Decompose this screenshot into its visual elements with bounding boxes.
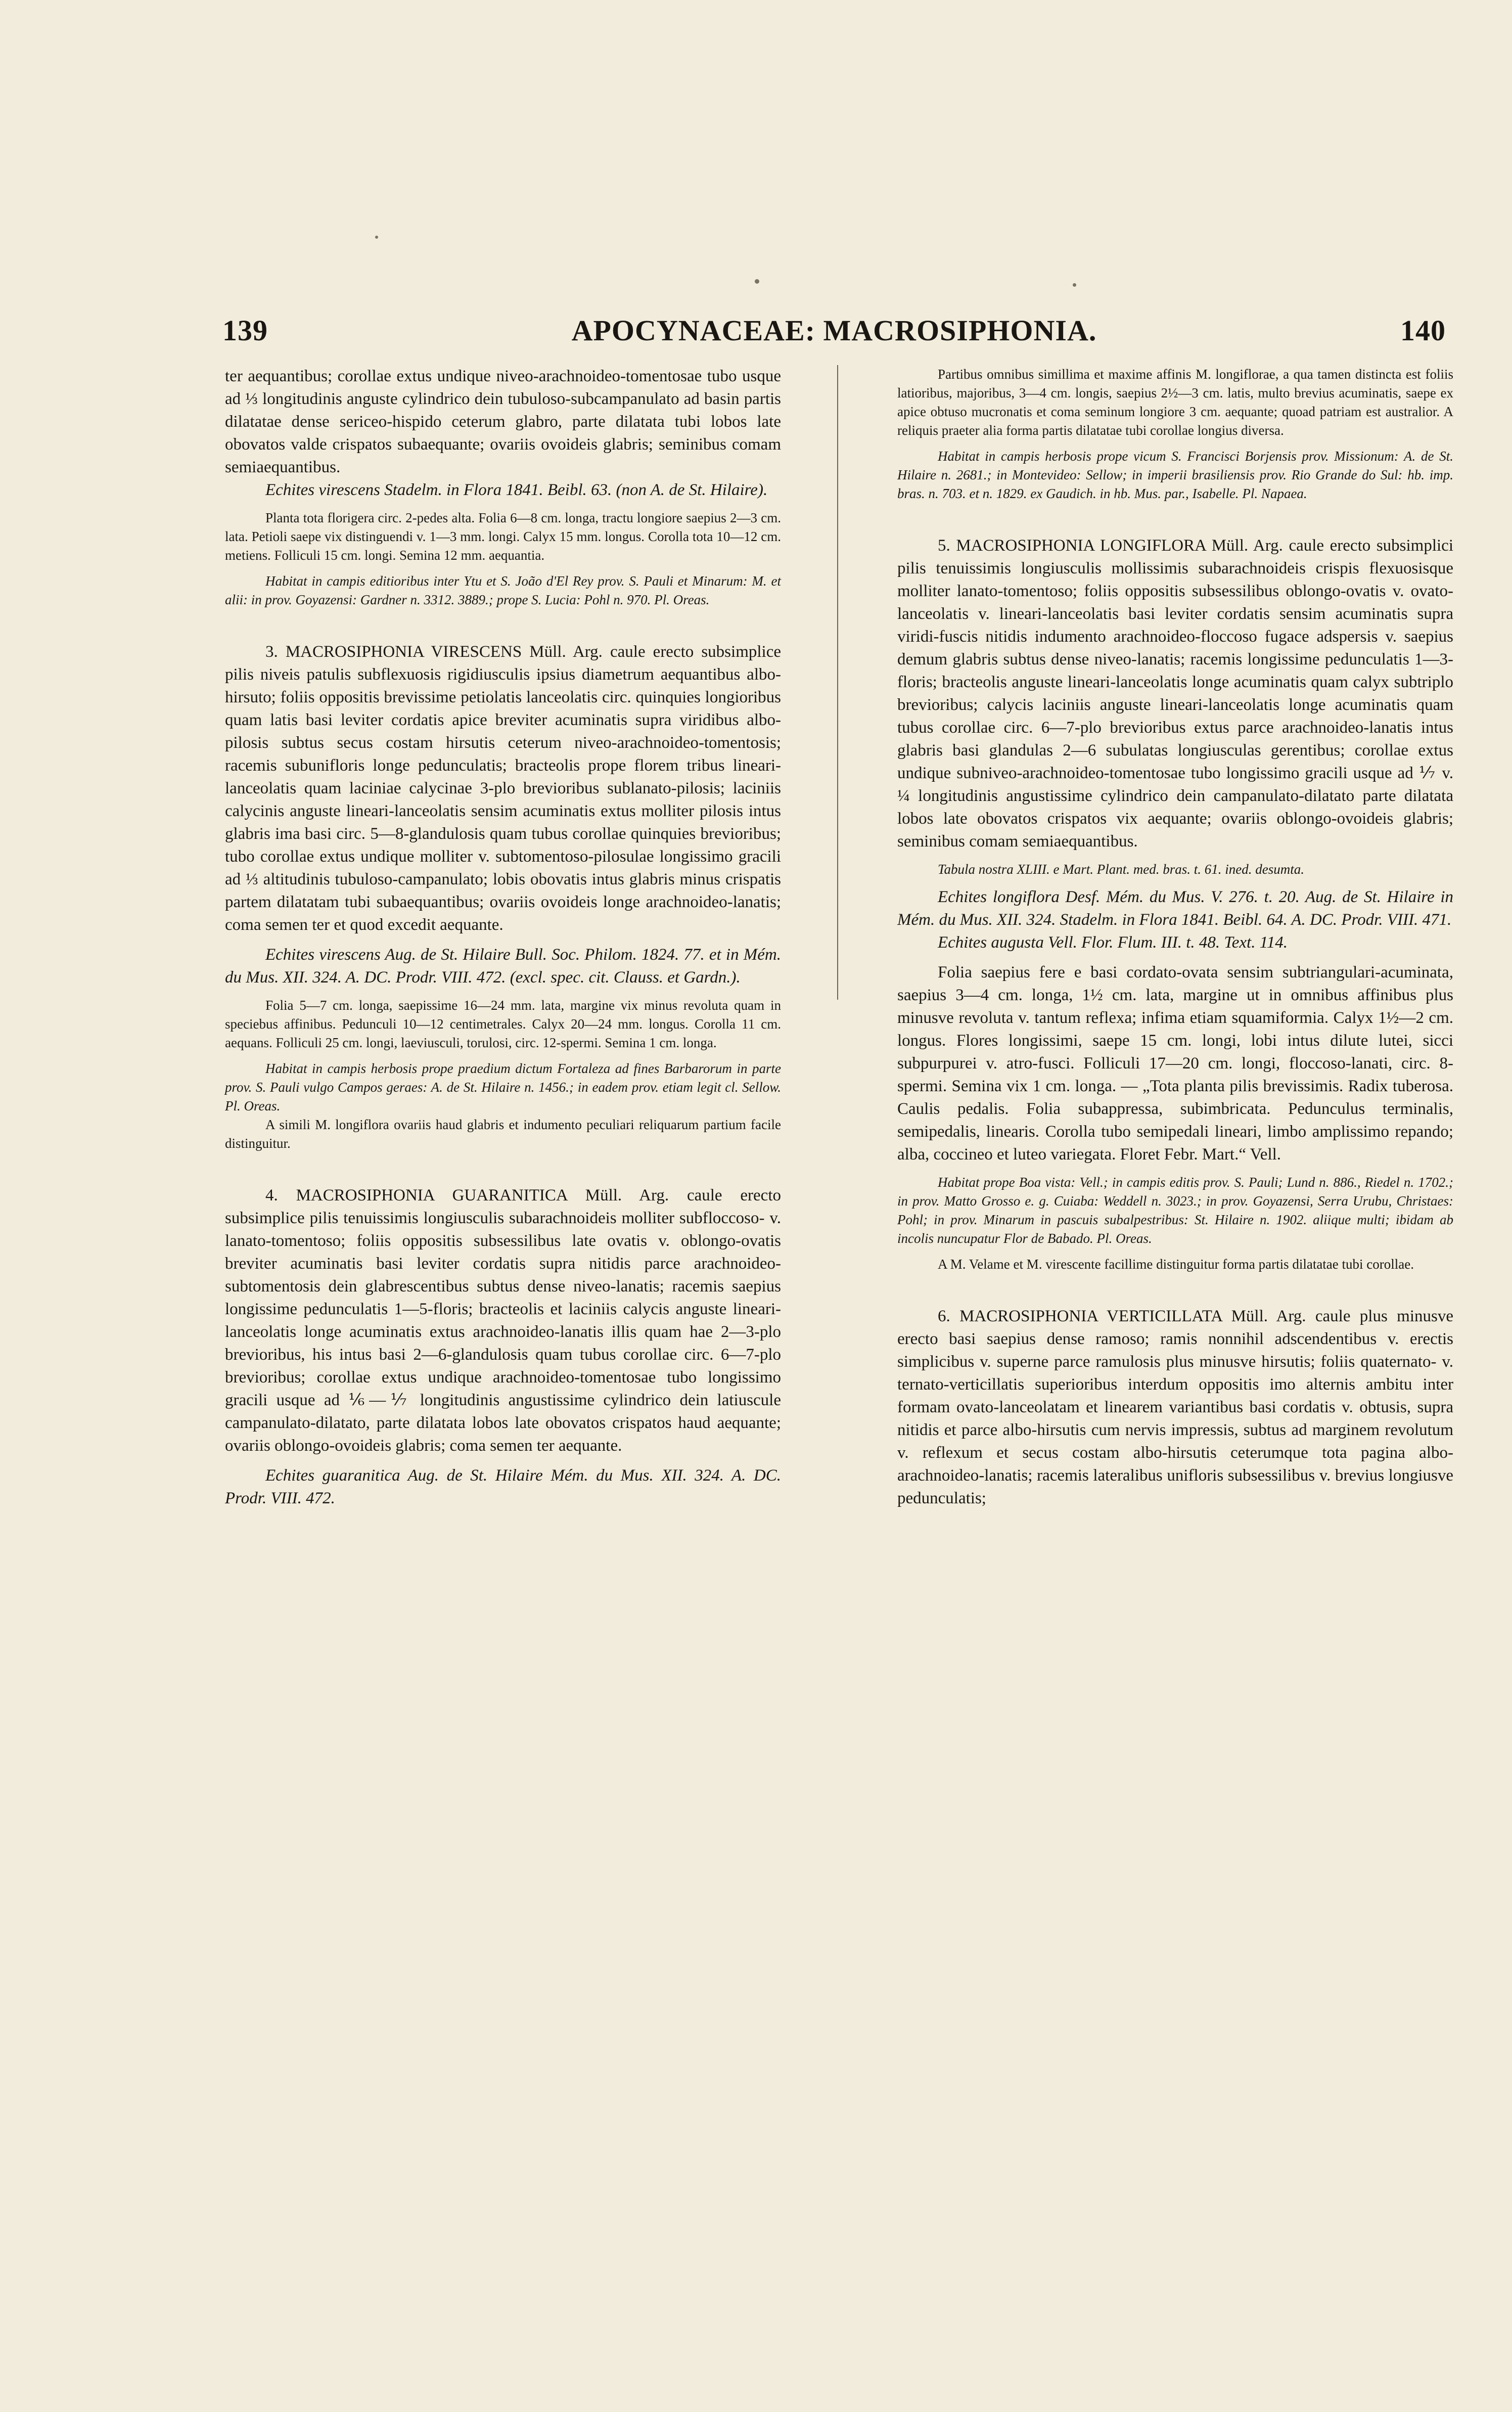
page-number-right: 140 — [1400, 314, 1446, 347]
species-4-remark: Partibus omnibus simillima et maxime affinis M. longiflorae, a qua tamen distincta est foliis latioribus, majoribus, 3—4 cm. longis, saepius 2½—3 cm. latis, multo brevius acuminatis, saepe ex apice obtuso mucronatis et coma seminum longiore 3 cm. aequante; quoad patriam est australior. A reliquis praeter alia forma partis dilatatae tubi corollae longius diversa. — [897, 367, 1453, 438]
species-4-description: 4. MACROSIPHONIA GUARANITICA Müll. Arg. caule erecto subsimplice pilis tenuissimis longiusculis subarachnoideis molliter subfloccoso- v. lanato-tomentoso; foliis oppositis subsessilibus late ovatis v. oblongo-ovatis breviter acuminatis basi leviter cordatis supra nitidis parce arachnoideo-subtomentosis dein glabrescentibus subtus dense niveo-lanatis; racemis saepius longissime pedunculatis 1—5-floris; bracteolis et laciniis calycis anguste lineari-lanceolatis longe acuminatis extus arachnoideo-lanatis illis quam hae 2—3-plo brevioribus, his intus basi 2—6-glandulosis quam tubus corollae circ. 6—7-plo brevioribus; corollae extus undique arachnoideo-tomentosae tubo longissimo gracili usque ad ⅙—⅐ longitudinis angustissime cylindrico dein latiuscule campanulato-dilatato, parte dilatata lobos late obovatos crispatos haud aequante; ovariis oblongo-ovoideis glabris; coma semen ter aequante. — [225, 1186, 781, 1455]
synonym-citation: Echites virescens Stadelm. in Flora 1841. Beibl. 63. (non A. de St. Hilaire). — [265, 481, 768, 499]
page-number-left: 139 — [222, 314, 268, 347]
species-4-synonyms: Echites guaranitica Aug. de St. Hilaire Mém. du Mus. XII. 324. A. DC. Prodr. VIII. 472. — [225, 1466, 781, 1507]
species-3-remark: A simili M. longiflora ovariis haud glabris et indumento peculiari reliquarum partium facile distinguitur. — [225, 1117, 781, 1151]
plate-reference: Tabula nostra XLIII. e Mart. Plant. med. bras. t. 61. ined. desumta. — [938, 862, 1304, 877]
running-title: APOCYNACEAE: MACROSIPHONIA. — [571, 314, 1097, 347]
species-5-description: 5. MACROSIPHONIA LONGIFLORA Müll. Arg. caule erecto subsimplici pilis tenuissimis longiusculis mollissimis subarachnoideis crispis flexuosisque molliter lanato-tomentoso; foliis oppositis subsessilibus oblongo-ovatis v. ovato-lanceolatis v. lineari-lanceolatis basi leviter cordatis sensim acuminatis supra viridi-fuscis nitidis indumento arachnoideo-floccoso fugace adspersis v. saepius demum glabris subtus dense niveo-lanatis; racemis longissime pedunculatis 1—3-floris; bracteolis anguste lineari-lanceolatis longe acuminatis quam calyx subtriplo brevioribus; calycis laciniis anguste lineari-lanceolatis longe acuminatis quam tubus corollae circ. 6—7-plo brevioribus extus parce arachnoideo-lanatis intus glabris basi glandulas 2—6 subulatas longiusculas gerentibus; corollae extus undique subniveo-arachnoideo-tomentosae tubo longissimo gracili usque ad ⅐ v. ¼ longitudinis angustissime cylindrico dein campanulato-dilatato parte dilatata lobos late obovatos crispatos vix aequante; ovariis oblongo-ovoideis glabris; seminibus comam semiaequantibus. — [897, 537, 1453, 851]
species-5-synonyms: Echites longiflora Desf. Mém. du Mus. V. 276. t. 20. Aug. de St. Hilaire in Mém. du Mus. XII. 324. Stadelm. in Flora 1841. Beibl. 64. A. DC. Prodr. VIII. 471. — [897, 888, 1453, 929]
species-3-synonyms: Echites virescens Aug. de St. Hilaire Bull. Soc. Philom. 1824. 77. et in Mém. du Mus. XII. 324. A. DC. Prodr. VIII. 472. (excl. spec. cit. Clauss. et Gardn.). — [225, 946, 781, 987]
habitat-note: Habitat in campis editioribus inter Ytu et S. João d'El Rey prov. S. Pauli et Minarum: M. et alii: in prov. Goyazensi: Gardner n. 3312. 3889.; prope S. Lucia: Pohl n. 970. Pl. Oreas. — [225, 573, 781, 607]
print-speck — [375, 236, 378, 239]
species-5-habitat: Habitat prope Boa vista: Vell.; in campis editis prov. S. Pauli; Lund n. 886., Riedel n. 1702.; in prov. Matto Grosso e. g. Cuiaba: Weddell n. 3023.; in prov. Goyazensi, Serra Urubu, Christaes: Pohl; in prov. Minarum in pascuis subalpestribus: St. Hilaire n. 1902. aliique multi; ibidam ab incolis nuncupatur Flor de Babado. Pl. Oreas. — [897, 1175, 1453, 1246]
species-3-measurements: Folia 5—7 cm. longa, saepissime 16—24 mm. lata, margine vix minus revoluta quam in speciebus affinibus. Pedunculi 10—12 centimetrales. Calyx 20—24 mm. longus. Corolla 11 cm. aequans. Folliculi 25 cm. longi, laeviusculi, torulosi, circ. 12-spermi. Semina 1 cm. longa. — [225, 998, 781, 1050]
description-continued: ter aequantibus; corollae extus undique niveo-arachnoideo-tomentosae tubo usque ad ⅓ longitudinis anguste cylindrico dein tubuloso-subcampanulato ad basin partis dilatatae dense sericeo-hispido ceterum glabro, parte dilatata tubi lobos late obovatos valde crispatos subaequante; ovariis ovoideis glabris; seminibus comam semiaequantibus. — [225, 367, 781, 476]
species-5-remark: A M. Velame et M. virescente facillime distinguitur forma partis dilatatae tubi corollae. — [938, 1257, 1414, 1272]
print-speck — [1073, 283, 1076, 287]
measurements-note: Planta tota florigera circ. 2-pedes alta. Folia 6—8 cm. longa, tractu longiore saepius 2—3 cm. lata. Petioli saepe vix distinguendi v. 1—3 mm. longi. Calyx 15 mm. longus. Corolla tota 10—12 cm. metiens. Folliculi 15 cm. longi. Semina 12 mm. aequantia. — [225, 510, 781, 563]
column-divider — [837, 365, 838, 1000]
print-speck — [755, 279, 759, 284]
running-header — [222, 314, 1446, 354]
species-3-habitat: Habitat in campis herbosis prope praedium dictum Fortaleza ad fines Barbarorum in parte prov. S. Pauli vulgo Campos geraes: A. de St. Hilaire n. 1456.; in eadem prov. etiam legit cl. Sellow. Pl. Oreas. — [225, 1061, 781, 1113]
species-6-description: 6. MACROSIPHONIA VERTICILLATA Müll. Arg. caule plus minusve erecto basi saepius dense ramoso; ramis nonnihil adscendentibus v. erectis simplicibus v. superne parce ramulosis plus minusve hirsutis; foliis quaternato- v. ternato-verticillatis superioribus interdum oppositis imo alternis ambitu inter formam ovato-lanceolatam et linearem variantibus basi cordatis v. obtusis, supra nitidis et parce albo-hirsutis cum nervis impressis, subtus ad marginem revolutum v. reflexum et secus costam albo-hirsutis ceterumque tota pagina albo-arachnoideo-lanatis; racemis lateralibus unifloris subsessilibus v. brevius longiusve pedunculatis; — [897, 1307, 1453, 1507]
species-5-synonym-vell: Echites augusta Vell. Flor. Flum. III. t. 48. Text. 114. — [938, 933, 1288, 952]
species-3-description: 3. MACROSIPHONIA VIRESCENS Müll. Arg. caule erecto subsimplice pilis niveis patulis subflexuosis rigidiusculis ipsius diametrum aequantibus albo-hirsuto; foliis oppositis brevissime petiolatis lanceolatis circ. quinquies longioribus quam latis basi leviter cordatis apice breviter acuminatis supra viridibus albo-pilosis subtus secus costam hirsutis ceterum niveo-arachnoideo-tomentosis; racemis subunifloris longe pedunculatis; bracteolis prope florem tribus lineari-lanceolatis quam laciniae calycinae 3-plo brevioribus sublanato-pilosis; laciniis calycinis anguste lineari-lanceolatis sensim acuminatis extus molliter pilosis intus glabris ima basi circ. 5—8-glandulosis quam tubus corollae quinquies brevioribus; tubo corollae extus undique molliter v. subtomentoso-pilosulae longissimo gracili ad ⅓ altitudinis tubuloso-campanulato; lobis obovatis intus glabris minus crispatis partem dilatatam tubi subaequantibus; ovariis ovoideis longe arachnoideo-lanatis; coma semen ter et quod excedit aequante. — [225, 643, 781, 934]
species-5-measurements: Folia saepius fere e basi cordato-ovata sensim subtriangulari-acuminata, saepius 3—4 cm. longa, 1½ cm. lata, margine ut in omnibus affinibus plus minusve revoluta v. tantum reflexa; infima etiam squamiformia. Calyx 1½—2 cm. longus. Flores longissimi, saepe 15 cm. longi, lobi intus dilute lutei, sicci subpurpurei v. atro-fusci. Folliculi 17—20 cm. longi, floccoso-lanati, circ. 8-spermi. Semina vix 1 cm. longa. — „Tota planta pilis brevissimis. Radix tuberosa. Caulis pedalis. Folia subappressa, subimbricata. Pedunculus terminalis, semipedalis, linearis. Corolla tubo semipedali lineari, limbo amplissimo repando; alba, coccineo et luteo variegata. Floret Febr. Mart.“ Vell. — [897, 963, 1453, 1164]
right-column — [897, 365, 1453, 1510]
left-column — [225, 365, 781, 1510]
species-4-habitat: Habitat in campis herbosis prope vicum S. Francisci Borjensis prov. Missionum: A. de St. Hilaire n. 2681.; in Montevideo: Sellow; in imperii brasiliensis prov. Rio Grande do Sul: hb. imp. bras. n. 703. et n. 1829. ex Gaudich. in hb. Mus. par., Isabelle. Pl. Napaea. — [897, 449, 1453, 501]
